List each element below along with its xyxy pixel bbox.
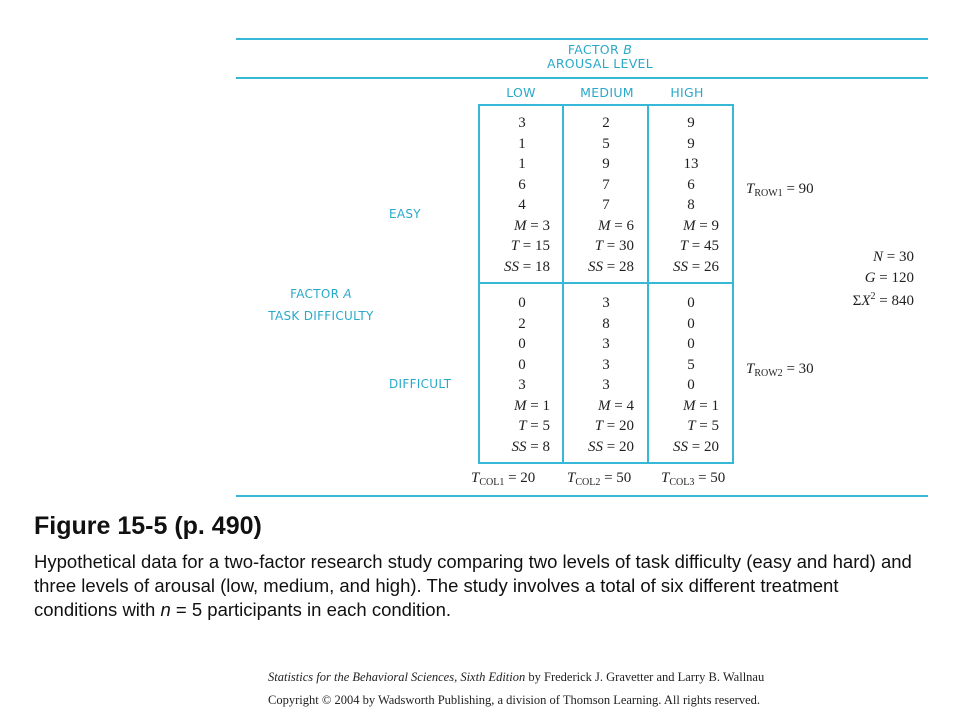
score: 3	[602, 336, 610, 352]
factor-b-heading	[520, 43, 680, 71]
cell-ss: SS = 20	[588, 438, 634, 455]
score: 6	[518, 176, 526, 193]
score: 0	[687, 295, 695, 311]
column-header-medium: MEDIUM	[580, 85, 634, 100]
cell-total: T = 5	[687, 418, 719, 434]
cell-total: T = 30	[594, 238, 634, 254]
bottom-rule	[236, 495, 928, 497]
cell-mean: M = 6	[598, 217, 634, 234]
figure-title: Figure 15-5 (p. 490)	[34, 512, 262, 540]
score: 13	[683, 156, 699, 172]
row-total-difficult: $T_{ROW2} = 30$	[746, 361, 814, 379]
score: 3	[518, 115, 526, 131]
score: 2	[518, 315, 526, 332]
score: 3	[602, 377, 610, 393]
column-header-high: HIGH	[670, 85, 704, 100]
score: 6	[687, 176, 695, 193]
score: 8	[687, 197, 695, 213]
cell-mean: M = 3	[514, 217, 550, 234]
cell-difficult-low	[480, 293, 564, 457]
cell-easy-high	[649, 113, 733, 277]
factor-b-line1: FACTOR B	[567, 42, 633, 57]
factor-b-line2: AROUSAL LEVEL	[546, 56, 654, 71]
summary-g: G = 120	[864, 270, 914, 286]
row-label-difficult: DIFFICULT	[389, 377, 452, 391]
cell-mean: M = 4	[598, 397, 634, 414]
factor-a-line1: FACTOR A	[290, 287, 352, 301]
score: 0	[687, 377, 695, 393]
row-label-easy: EASY	[389, 207, 421, 221]
copyright-line: Copyright © 2004 by Wadsworth Publishing, a division of Thomson Learning. All rights reserved.	[268, 693, 761, 707]
grid-middle	[478, 282, 734, 284]
grid-top	[478, 104, 734, 106]
score: 9	[687, 135, 695, 152]
score: 3	[602, 356, 610, 373]
summary-n: N = 30	[873, 249, 914, 265]
cell-easy-low	[480, 113, 564, 277]
cell-ss: SS = 18	[504, 258, 550, 275]
factor-a-line2: TASK DIFFICULTY	[268, 309, 374, 323]
column-total-medium: $T_{COL2} = 50$	[567, 470, 632, 488]
cell-easy-medium	[564, 113, 648, 277]
column-total-high: $T_{COL3} = 50$	[661, 470, 726, 488]
score: 0	[518, 295, 526, 311]
cell-total: T = 20	[594, 418, 634, 434]
score: 0	[687, 336, 695, 352]
cell-mean: M = 1	[514, 397, 550, 414]
cell-mean: M = 9	[683, 217, 719, 234]
score: 5	[687, 356, 695, 373]
credit-line: Statistics for the Behavioral Sciences, Sixth Edition by Frederick J. Gravetter and Larry B. Wallnau	[268, 670, 765, 684]
score: 7	[602, 197, 610, 213]
score: 9	[687, 115, 695, 131]
cell-difficult-high	[649, 293, 733, 457]
score: 1	[518, 135, 526, 152]
score: 4	[518, 197, 526, 213]
score: 3	[602, 295, 610, 311]
summary-sum-x-squared: $\Sigma X^2 = 840$	[852, 291, 914, 309]
book-title: Statistics for the Behavioral Sciences, Sixth Edition	[268, 670, 526, 684]
cell-ss: SS = 20	[673, 438, 719, 455]
grid-bottom	[478, 462, 734, 464]
cell-ss: SS = 26	[673, 258, 719, 275]
score: 2	[602, 115, 610, 131]
score: 0	[687, 315, 695, 332]
score: 0	[518, 356, 526, 373]
header-rule	[236, 77, 928, 79]
score: 0	[518, 336, 526, 352]
cell-total: T = 5	[518, 418, 550, 434]
column-header-low: LOW	[506, 85, 536, 100]
score: 8	[602, 315, 610, 332]
row-total-easy: $T_{ROW1} = 90$	[746, 181, 814, 199]
cell-total: T = 15	[510, 238, 550, 254]
figure-caption: Hypothetical data for a two-factor research study comparing two levels of task difficulty (easy and hard) and three levels of arousal (low, medium, and high). The study involves a total of six different treatment conditions with n = 5 participants in each condition.	[34, 551, 912, 620]
score: 1	[518, 156, 526, 172]
score: 7	[602, 176, 610, 193]
cell-total: T = 45	[679, 238, 719, 254]
cell-difficult-medium	[564, 293, 648, 457]
cell-ss: SS = 28	[588, 258, 634, 275]
column-total-low: $T_{COL1} = 20$	[471, 470, 536, 488]
score: 5	[602, 135, 610, 152]
cell-mean: M = 1	[683, 397, 719, 414]
cell-ss: SS = 8	[511, 438, 550, 455]
score: 3	[518, 377, 526, 393]
factor-a-heading	[236, 283, 406, 327]
top-rule	[236, 38, 928, 40]
score: 9	[602, 156, 610, 172]
